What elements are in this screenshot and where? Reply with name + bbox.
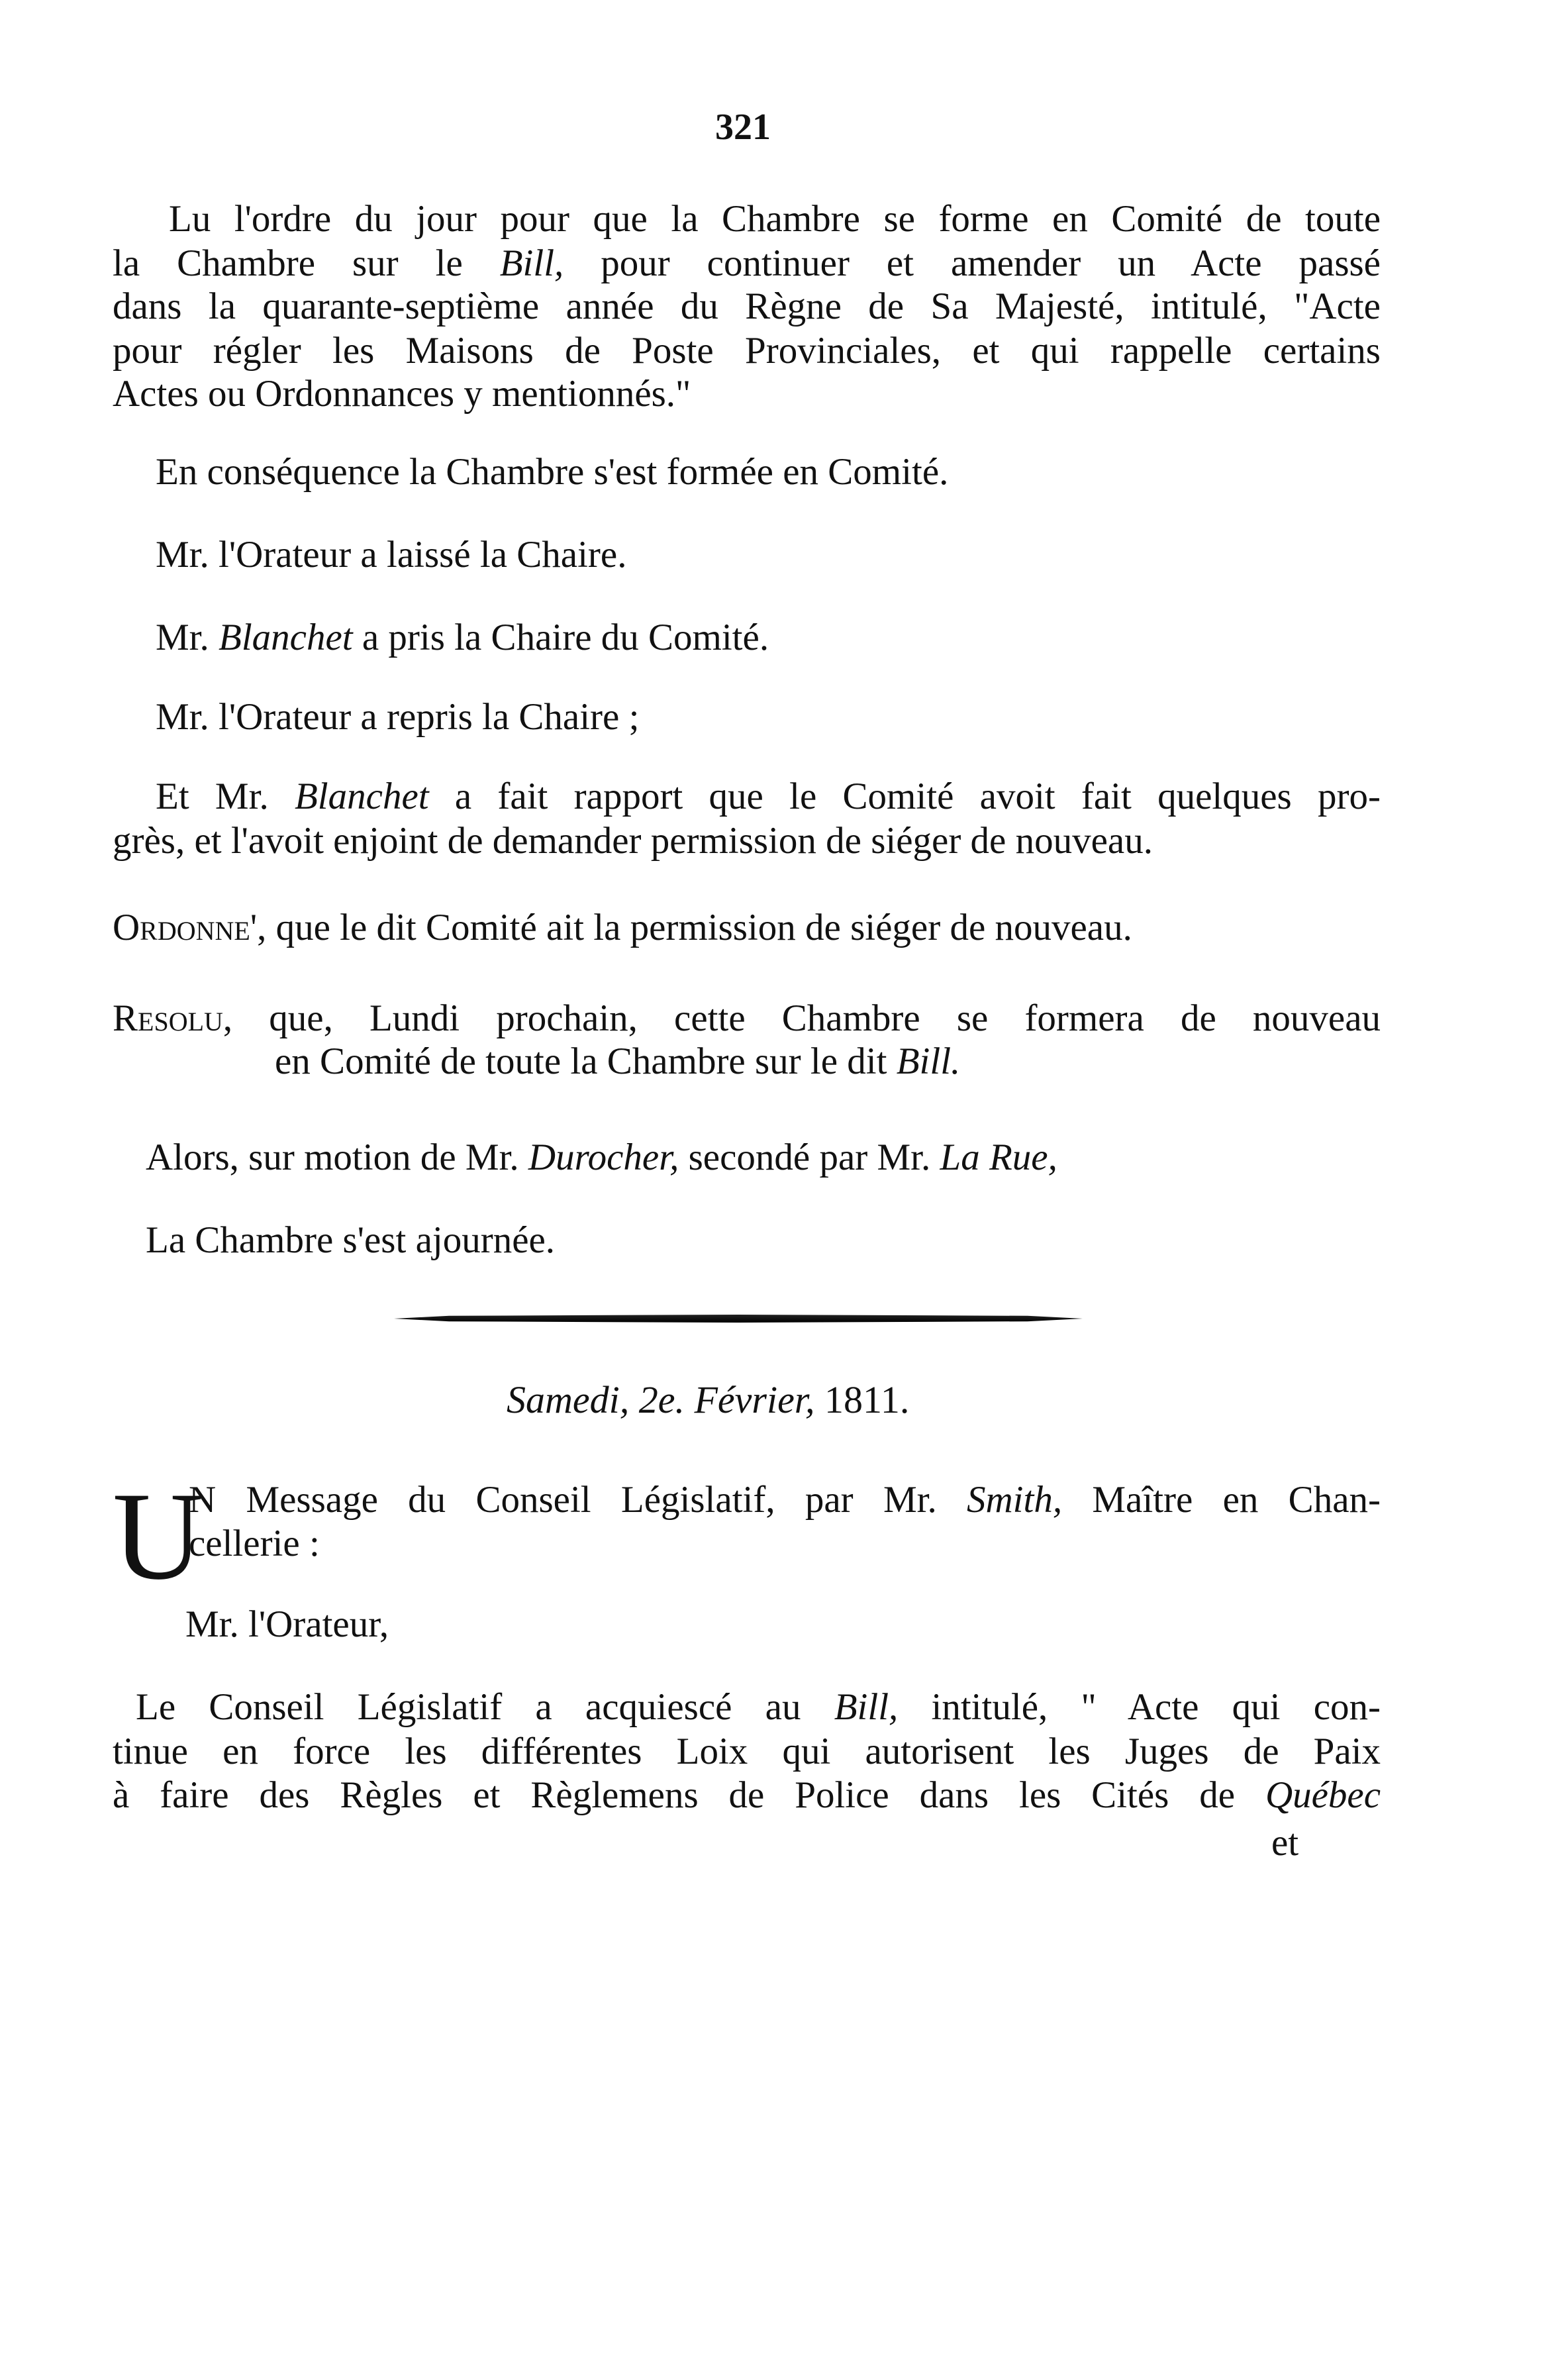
para-bill-line-1: Lu l'ordre du jour pour que la Chambre se forme en Comité de toute (169, 198, 1381, 240)
text-segment: intitulé, " Acte qui con- (898, 1686, 1381, 1728)
orateur-returns-line: Mr. l'Orateur a repris la Chaire ; (156, 696, 640, 738)
rapport-line-2: grès, et l'avoit enjoint de demander permission de siéger de nouveau. (113, 820, 1153, 862)
bill-word: Bill, (834, 1686, 899, 1728)
resolu-line-2 (275, 1040, 960, 1083)
ordonne-line (113, 906, 1132, 950)
message-line-2: cellerie : (189, 1523, 320, 1564)
text-segment: Mr. (156, 617, 219, 658)
text-segment: en Comité de toute la Chambre sur le dit (275, 1040, 897, 1082)
resolu-line-1 (113, 997, 1381, 1040)
city-name: Québec (1265, 1774, 1381, 1816)
bill-word: Bill. (896, 1040, 961, 1082)
bill-word: Bill, (499, 242, 564, 284)
year-text: 1811. (814, 1378, 910, 1421)
text-segment: Maître en Chan- (1062, 1479, 1381, 1521)
rapport-line-1 (156, 775, 1381, 819)
drop-cap: U (113, 1467, 204, 1606)
text-segment: à faire des Règles et Règlemens de Police dans les Cités de (113, 1774, 1265, 1816)
member-name: La Rue, (940, 1136, 1057, 1178)
member-name: Blanchet (219, 617, 353, 658)
para-bill-line-3: dans la quarante-septième année du Règne de Sa Majesté, intitulé, "Acte (113, 285, 1381, 327)
text-segment: Et Mr. (156, 776, 295, 817)
section-divider (394, 1315, 1083, 1323)
text-segment: Le Conseil Législatif a acquiescé au (136, 1686, 834, 1728)
text-segment: que le dit Comité ait la permission de siéger de nouveau. (266, 907, 1132, 948)
ajourne-line: La Chambre s'est ajournée. (146, 1219, 556, 1261)
text-segment: pour continuer et amender un Acte passé (564, 242, 1381, 284)
conseil-line-1 (136, 1686, 1381, 1729)
text-segment: la Chambre sur le (113, 242, 500, 284)
member-name: Smith, (967, 1479, 1063, 1521)
catchword: et (1271, 1822, 1299, 1864)
page-number: 321 (715, 107, 771, 148)
text-segment: a fait rapport que le Comité avoit fait quelques pro- (428, 776, 1381, 817)
text-segment: que, Lundi prochain, cette Chambre se formera de nouveau (232, 997, 1381, 1039)
text-segment: N Message du Conseil Législatif, par Mr. (189, 1479, 967, 1521)
text-segment: Alors, sur motion de Mr. (146, 1136, 528, 1178)
para-bill-line-5: Actes ou Ordonnances y mentionnés." (113, 373, 691, 415)
para-bill-line-4: pour régler les Maisons de Poste Provinciales, et qui rappelle certains (113, 330, 1381, 372)
text-segment: a pris la Chaire du Comité. (352, 617, 769, 658)
message-line-1 (189, 1478, 1381, 1522)
member-name: Blanchet (294, 776, 429, 817)
orateur-leaves-line: Mr. l'Orateur a laissé la Chaire. (156, 534, 627, 576)
date-text: Samedi, 2e. Février, (507, 1378, 815, 1421)
alors-line (146, 1136, 1057, 1180)
conseil-line-2: tinue en force les différentes Loix qui autorisent les Juges de Paix (113, 1731, 1381, 1772)
ordonne-label: Ordonne', (113, 907, 267, 948)
salutation-line: Mr. l'Orateur, (185, 1603, 389, 1645)
comite-line: En conséquence la Chambre s'est formée en Comité. (156, 451, 949, 493)
member-name: Durocher, (528, 1136, 679, 1178)
conseil-line-3 (113, 1774, 1381, 1817)
para-bill-line-2 (113, 242, 1381, 285)
dateline (507, 1378, 909, 1422)
resolu-label: Resolu, (113, 997, 233, 1039)
blanchet-chair-line (156, 616, 769, 660)
text-segment: secondé par Mr. (679, 1136, 940, 1178)
